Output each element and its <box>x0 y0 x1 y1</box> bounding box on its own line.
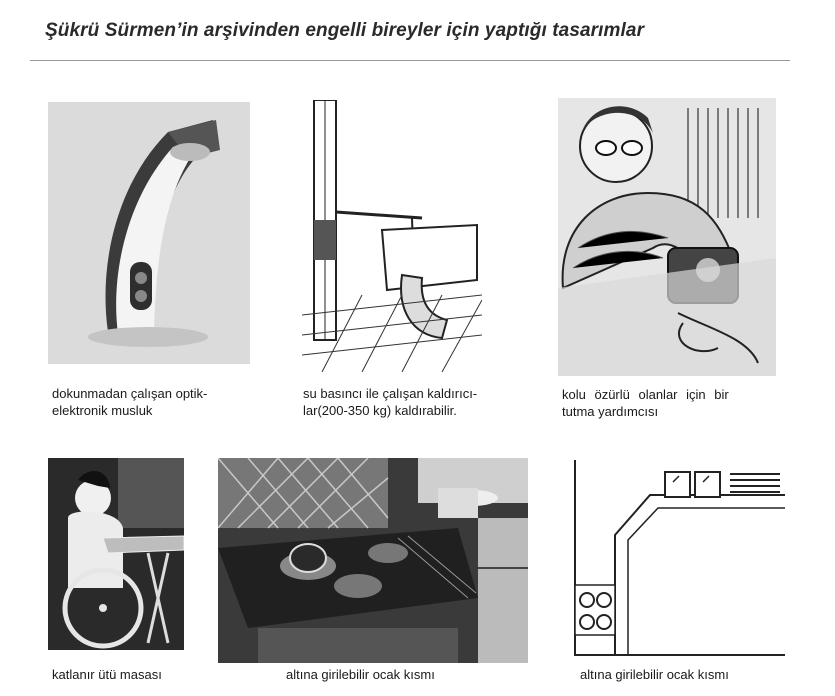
title-divider <box>30 60 790 61</box>
caption-line: su basıncı ile çalışan kaldırıcı- <box>303 386 478 401</box>
caption-line: katlanır ütü masası <box>52 667 162 682</box>
caption-lift <box>303 385 503 419</box>
caption-line: kolu özürlü olanlar için bir <box>562 387 729 402</box>
caption-phone-holder <box>562 386 772 420</box>
caption-kitchen-plan <box>580 666 800 683</box>
page-title: Şükrü Sürmen’in arşivinden engelli bireyler için yaptığı tasarımlar <box>45 20 645 41</box>
ironing-table-image <box>48 458 184 650</box>
caption-line: altına girilebilir ocak kısmı <box>580 667 729 682</box>
kitchen-plan-image <box>570 460 785 660</box>
caption-ironing-table <box>52 666 212 683</box>
cooktop-photo-image <box>218 458 528 663</box>
caption-line: elektronik musluk <box>52 403 153 418</box>
caption-cooktop-photo <box>286 666 506 683</box>
faucet-image <box>48 102 250 364</box>
phone-holder-image <box>558 98 776 376</box>
caption-line: tutma yardımcısı <box>562 404 659 419</box>
caption-line: altına girilebilir ocak kısmı <box>286 667 435 682</box>
lift-image <box>302 100 482 372</box>
caption-line: dokunmadan çalışan optik- <box>52 386 208 401</box>
caption-faucet <box>52 385 252 419</box>
caption-line: lar(200-350 kg) kaldırabilir. <box>303 403 457 418</box>
